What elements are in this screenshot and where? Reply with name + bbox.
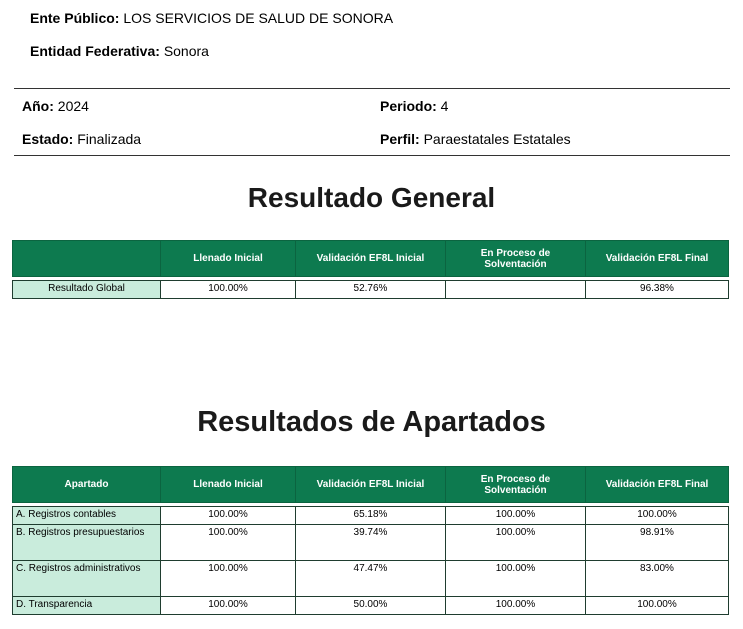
table-row — [13, 525, 729, 561]
apartado-cell: 100.00% — [161, 507, 296, 525]
apartado-cell: 100.00% — [161, 525, 296, 561]
apartado-label: A. Registros contables — [13, 507, 161, 525]
apartado-cell: 47.47% — [296, 561, 446, 597]
apartado-cell: 98.91% — [586, 525, 729, 561]
apartados-header-llenado-inicial: Llenado Inicial — [161, 467, 296, 503]
apartado-cell: 65.18% — [296, 507, 446, 525]
table-row — [13, 507, 729, 525]
general-header-en-proceso: En Proceso de Solventación — [446, 241, 586, 277]
apartado-label: B. Registros presupuestarios — [13, 525, 161, 561]
apartado-label: D. Transparencia — [13, 597, 161, 615]
apartados-header-en-proceso: En Proceso de Solventación — [446, 467, 586, 503]
perfil-line — [380, 131, 571, 147]
general-row — [13, 281, 729, 299]
divider-top — [14, 88, 730, 89]
general-row-label: Resultado Global — [13, 281, 161, 299]
periodo-line — [380, 98, 448, 114]
table-row — [13, 561, 729, 597]
general-header-blank — [13, 241, 161, 277]
ente-publico-line — [30, 10, 393, 26]
perfil-value: Paraestatales Estatales — [423, 131, 571, 147]
general-header-llenado-inicial: Llenado Inicial — [161, 241, 296, 277]
general-cell-llenado-inicial: 100.00% — [161, 281, 296, 299]
apartados-header-row — [13, 467, 729, 503]
apartados-header-validacion-inicial: Validación EF8L Inicial — [296, 467, 446, 503]
divider-bottom — [14, 155, 730, 156]
periodo-label: Periodo: — [380, 98, 437, 114]
table-row — [13, 597, 729, 615]
general-header-validacion-inicial: Validación EF8L Inicial — [296, 241, 446, 277]
general-cell-en-proceso — [446, 281, 586, 299]
general-header-validacion-final: Validación EF8L Final — [586, 241, 729, 277]
ente-publico-label: Ente Público: — [30, 10, 120, 26]
resultados-apartados-table — [12, 466, 729, 615]
apartado-cell: 39.74% — [296, 525, 446, 561]
apartado-label: C. Registros administrativos — [13, 561, 161, 597]
apartado-cell: 100.00% — [446, 597, 586, 615]
general-header-row — [13, 241, 729, 277]
apartado-cell: 100.00% — [446, 561, 586, 597]
periodo-value: 4 — [440, 98, 449, 114]
estado-line — [22, 131, 141, 147]
apartado-cell: 83.00% — [586, 561, 729, 597]
general-cell-validacion-final: 96.38% — [586, 281, 729, 299]
entidad-federativa-line — [30, 43, 209, 59]
apartado-cell: 50.00% — [296, 597, 446, 615]
apartado-cell: 100.00% — [161, 597, 296, 615]
apartado-cell: 100.00% — [586, 597, 729, 615]
apartado-cell: 100.00% — [446, 525, 586, 561]
anio-value: 2024 — [57, 98, 89, 114]
entidad-federativa-label: Entidad Federativa: — [30, 43, 160, 59]
entidad-federativa-value: Sonora — [163, 43, 209, 59]
resultado-general-table — [12, 240, 729, 299]
ente-publico-value: LOS SERVICIOS DE SALUD DE SONORA — [123, 10, 394, 26]
apartado-cell: 100.00% — [446, 507, 586, 525]
estado-label: Estado: — [22, 131, 74, 147]
estado-value: Finalizada — [77, 131, 142, 147]
apartados-header-validacion-final: Validación EF8L Final — [586, 467, 729, 503]
resultados-apartados-title: Resultados de Apartados — [197, 406, 546, 438]
apartado-cell: 100.00% — [586, 507, 729, 525]
apartado-cell: 100.00% — [161, 561, 296, 597]
resultado-general-title: Resultado General — [247, 182, 496, 213]
anio-line — [22, 98, 89, 114]
general-cell-validacion-inicial: 52.76% — [296, 281, 446, 299]
apartados-header-apartado: Apartado — [13, 467, 161, 503]
perfil-label: Perfil: — [380, 131, 420, 147]
anio-label: Año: — [22, 98, 54, 114]
